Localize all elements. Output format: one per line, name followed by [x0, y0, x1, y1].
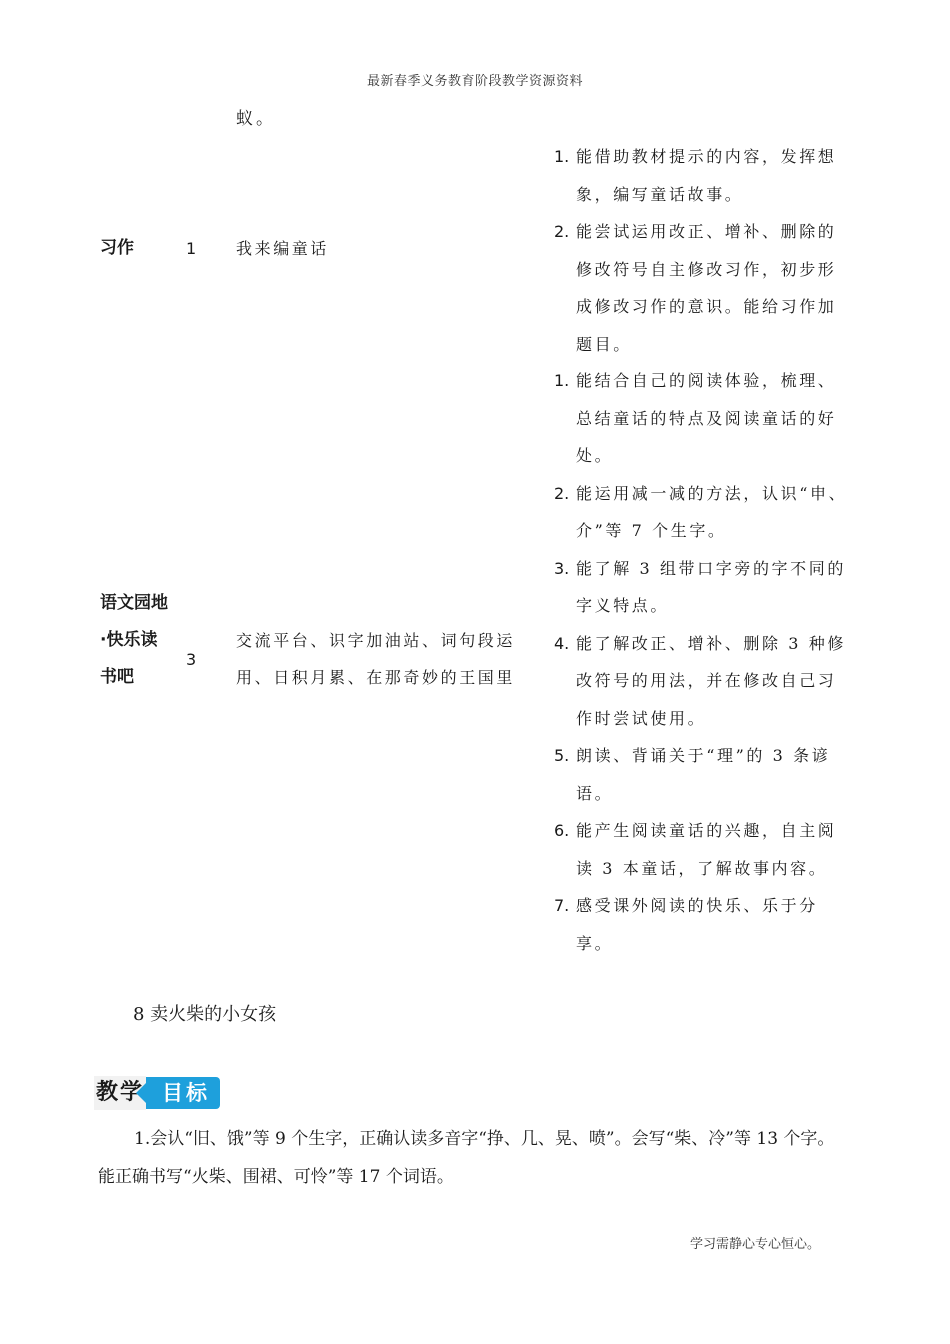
row-hours: 3	[186, 650, 197, 669]
goal-text: 能产生阅读童话的兴趣，自主阅读 3 本童话，了解故事内容。	[576, 821, 837, 878]
goal-item	[554, 550, 854, 625]
goal-item	[554, 812, 854, 887]
goal-item	[554, 362, 854, 475]
goal-text: 能运用减一减的方法，认识“申、介”等 7 个生字。	[576, 483, 848, 540]
goal-text: 能了解 3 组带口字旁的字不同的字义特点。	[576, 558, 846, 615]
goal-number: 3.	[554, 558, 570, 578]
goal-text: 朗读、背诵关于“理”的 3 条谚语。	[576, 746, 831, 803]
teaching-goals-banner	[94, 1076, 220, 1110]
banner-label-goals: 目标	[146, 1077, 220, 1109]
continued-text-fragment: 蚁。	[236, 109, 276, 129]
lesson-title: 8 卖火柴的小女孩	[133, 1004, 277, 1025]
goal-paragraph: 1.会认“旧、饿”等 9 个生字，正确认读多音字“挣、几、晃、喷”。会写“柴、冷”等 13 个字。能正确书写“火柴、围裙、可怜”等 17 个词语。	[98, 1129, 835, 1187]
goal-text: 能了解改正、增补、删除 3 种修改符号的用法，并在修改自己习作时尝试使用。	[576, 633, 846, 728]
goal-item	[554, 887, 854, 962]
goal-text: 能尝试运用改正、增补、删除的修改符号自主修改习作，初步形成修改习作的意识。能给习作加题目。	[576, 222, 837, 354]
goal-number: 1.	[554, 371, 570, 390]
goal-number: 1.	[554, 147, 570, 166]
goal-number: 2.	[554, 483, 570, 503]
row-category: 习作	[100, 238, 134, 258]
row-goals-list	[554, 138, 854, 363]
page-header: 最新春季义务教育阶段教学资源资料	[366, 74, 583, 89]
page-footer: 学习需静心专心恒心。	[689, 1237, 820, 1252]
goal-number: 4.	[554, 633, 570, 653]
goal-number: 2.	[554, 222, 570, 241]
banner-label-teaching: 教学	[94, 1076, 146, 1110]
goal-number: 6.	[554, 821, 570, 840]
goal-text: 能结合自己的阅读体验，梳理、总结童话的特点及阅读童话的好处。	[576, 371, 837, 465]
goal-number: 7.	[554, 896, 570, 915]
goal-item	[554, 213, 854, 363]
goal-text: 能借助教材提示的内容，发挥想象，编写童话故事。	[576, 147, 837, 204]
row-hours: 1	[186, 239, 197, 258]
goal-number: 5.	[554, 746, 570, 765]
row-content: 交流平台、识字加油站、词句段运用、日积月累、在那奇妙的王国里	[236, 631, 516, 687]
row-content: 我来编童话	[236, 239, 330, 258]
goal-text: 感受课外阅读的快乐、乐于分享。	[576, 896, 818, 953]
goal-item	[554, 475, 854, 550]
row-goals-list	[554, 362, 854, 962]
goal-item	[554, 625, 854, 738]
goal-item	[554, 737, 854, 812]
goal-item	[554, 138, 854, 213]
row-category: 语文园地·快乐读书吧	[100, 593, 168, 687]
